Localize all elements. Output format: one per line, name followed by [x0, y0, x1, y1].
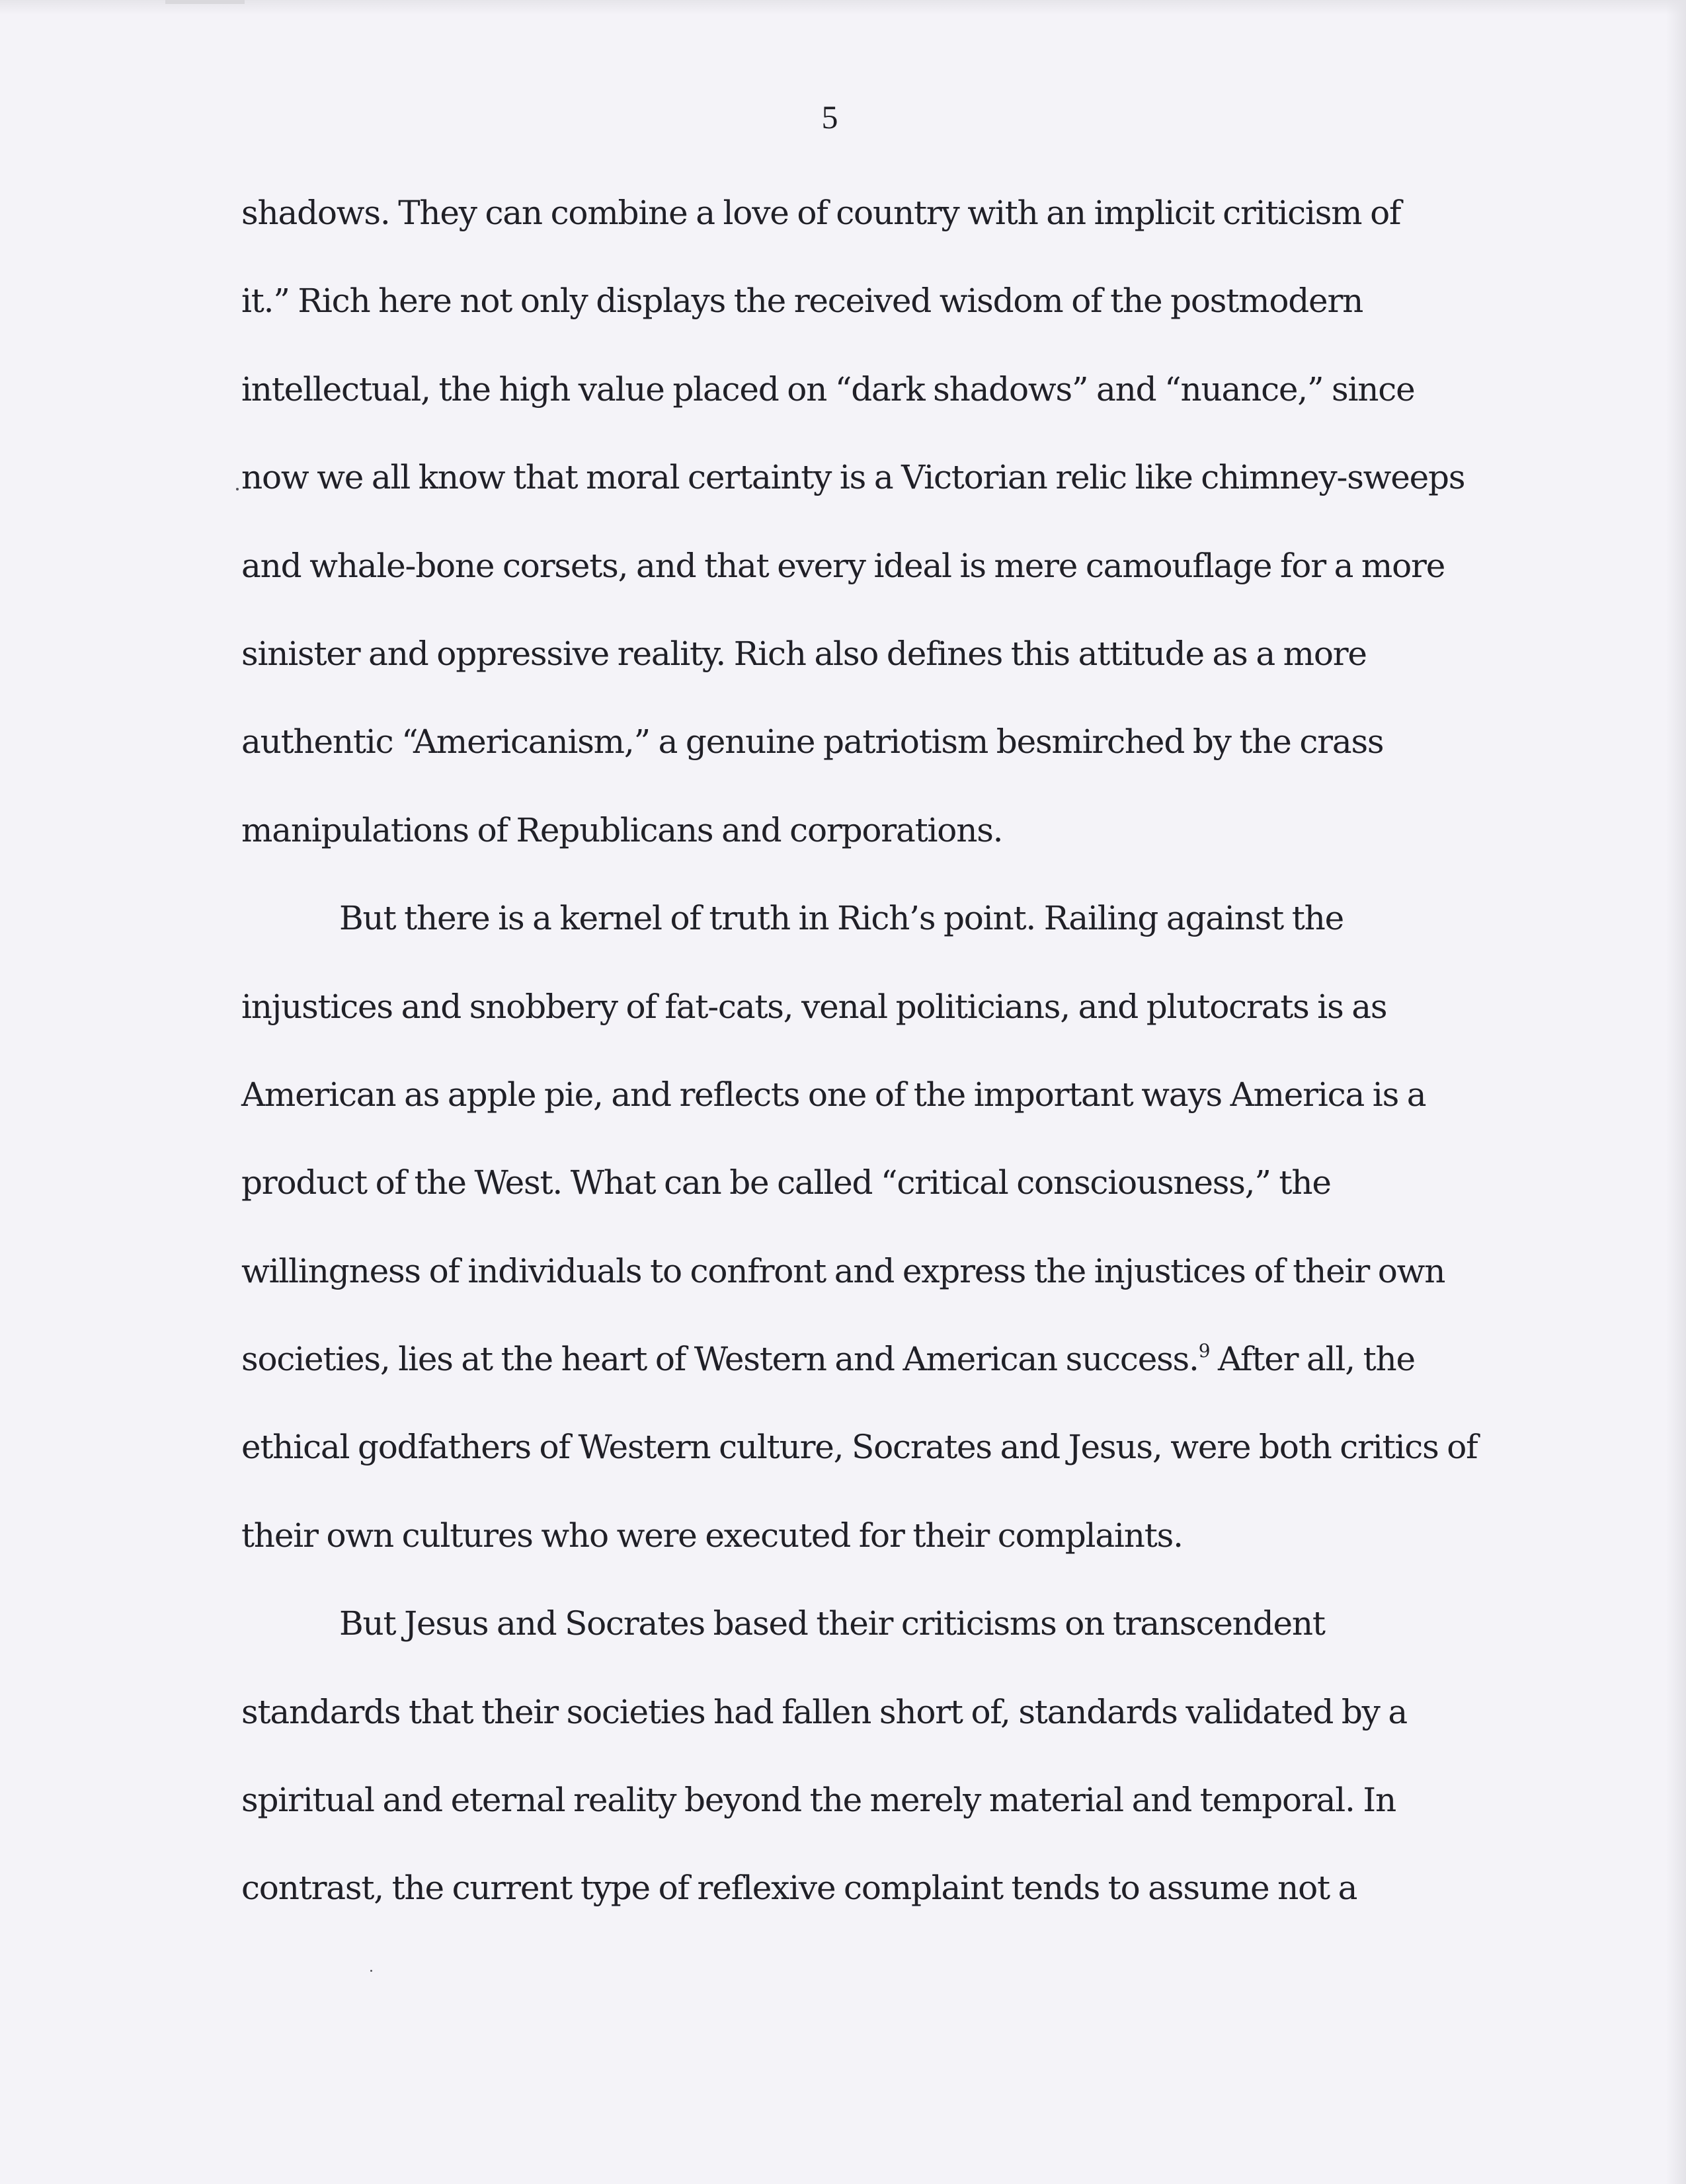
text-line: spiritual and eternal reality beyond the merely material and temporal. In — [241, 1781, 1396, 1820]
body-text — [241, 189, 1603, 1953]
text-line: sinister and oppressive reality. Rich also defines this attitude as a more — [241, 634, 1367, 673]
scan-mark — [165, 0, 245, 4]
paragraph-start-line: But Jesus and Socrates based their criticisms on transcendent — [339, 1604, 1325, 1643]
scan-shadow-right — [1666, 0, 1686, 2184]
text-line-with-footnote — [241, 1335, 1603, 1423]
text-line: their own cultures who were executed for their complaints. — [241, 1516, 1183, 1555]
text-line: shadows. They can combine a love of country with an implicit criticism of — [241, 194, 1401, 232]
text-line: and whale-bone corsets, and that every ideal is mere camouflage for a more — [241, 546, 1445, 585]
text-line: intellectual, the high value placed on “dark shadows” and “nuance,” since — [241, 370, 1415, 409]
scan-speck — [370, 1970, 372, 1972]
page-number: 5 — [821, 98, 838, 136]
text-line: contrast, the current type of reflexive complaint tends to assume not a — [241, 1869, 1357, 1908]
text-line: it.” Rich here not only displays the received wisdom of the postmodern — [241, 282, 1363, 321]
text-segment: After all, the — [1209, 1340, 1415, 1379]
footnote-reference[interactable]: 9 — [1198, 1340, 1210, 1362]
text-line: standards that their societies had fallen short of, standards validated by a — [241, 1692, 1407, 1731]
text-line: product of the West. What can be called “critical consciousness,” the — [241, 1163, 1331, 1202]
text-line: injustices and snobbery of fat-cats, venal politicians, and plutocrats is as — [241, 987, 1387, 1026]
text-line: willingness of individuals to confront and express the injustices of their own — [241, 1251, 1445, 1290]
text-segment: societies, lies at the heart of Western and American success. — [241, 1340, 1199, 1379]
text-line: authentic “Americanism,” a genuine patriotism besmirched by the crass — [241, 722, 1384, 761]
text-line: manipulations of Republicans and corporations. — [241, 810, 1003, 849]
paragraph-start-line: But there is a kernel of truth in Rich’s point. Railing against the — [339, 899, 1344, 938]
text-line: American as apple pie, and reflects one of the important ways America is a — [241, 1075, 1426, 1114]
text-line: now we all know that moral certainty is a Victorian relic like chimney-sweeps — [241, 458, 1465, 497]
text-line: ethical godfathers of Western culture, Socrates and Jesus, were both critics of — [241, 1428, 1478, 1467]
scan-shadow-top — [0, 0, 1686, 15]
scan-speck — [236, 488, 239, 490]
